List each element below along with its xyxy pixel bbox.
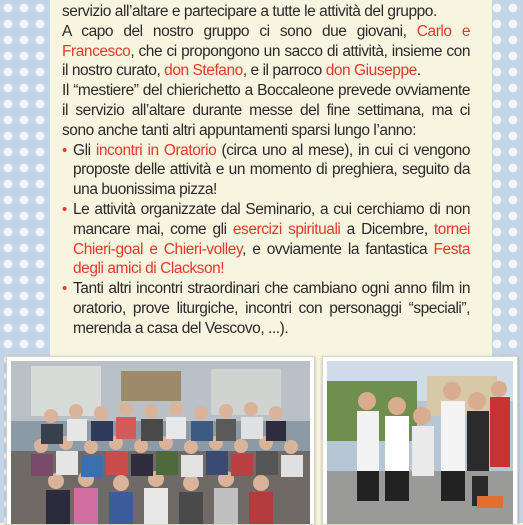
activities-list	[62, 141, 470, 339]
para1-text-2: , che ci propongono un sacco di attività, insieme con il nostro curato,	[62, 42, 470, 80]
parish-priest-name: don Giuseppe	[325, 62, 417, 80]
paragraph-activities-intro: Il “mestiere” del chierichetto a Boccaleone prevede ovviamente il servizio all’altare durante messe del fine settimana, ma ci sono anche tanti altri appuntamenti sparsi lungo l’anno:	[62, 82, 470, 139]
group-photo-indoor	[6, 356, 315, 525]
bullet-icon: •	[62, 200, 67, 218]
intro-line: servizio all’altare e partecipare a tutte le attività del gruppo.	[62, 3, 437, 20]
list-item	[62, 200, 470, 279]
list-item	[62, 141, 470, 200]
para1-text-1: A capo del nostro gruppo ci sono due giovani,	[62, 22, 417, 40]
paragraph-group-leaders	[62, 22, 470, 81]
b3-text: Tanti altri incontri straordinari che cambiano ogni anno film in oratorio, prove liturgiche, incontri con personaggi “speciali”, merenda a casa del Vescovo, ...).	[73, 280, 470, 337]
b2-highlight-3: Festa degli amici di Clackson!	[73, 240, 471, 278]
article-body	[62, 2, 470, 339]
leaders-names: Carlo e Francesco	[62, 22, 470, 60]
b2-text-1: Le attività organizzate dal Seminario, a cui cerchiamo di non mancare mai, come gli	[73, 200, 470, 238]
b2-text-2: a Dicembre,	[340, 220, 434, 238]
team-photo-outdoor	[322, 356, 518, 525]
group-photo-indoor-image	[11, 361, 310, 524]
b2-highlight-2: tornei Chieri-goal e Chieri-volley	[73, 220, 470, 258]
b1-highlight: incontri in Oratorio	[95, 141, 217, 159]
bullet-icon: •	[62, 280, 67, 298]
b1-text-1: Gli	[73, 141, 96, 159]
list-item	[62, 279, 470, 338]
b2-text-3: , e ovviamente la fantastica	[242, 240, 434, 258]
curate-name: don Stefano	[164, 62, 243, 80]
b2-highlight-1: esercizi spirituali	[232, 220, 341, 238]
b1-text-2: (circa uno al mese), in cui ci vengono proposte delle attività e un momento di preghiera, seguito da una buonissima pizza!	[73, 141, 470, 199]
para1-text-4: .	[416, 62, 421, 80]
para1-text-3: , e il parroco	[242, 62, 326, 80]
team-photo-outdoor-image	[327, 361, 513, 524]
bullet-icon: •	[62, 141, 67, 159]
